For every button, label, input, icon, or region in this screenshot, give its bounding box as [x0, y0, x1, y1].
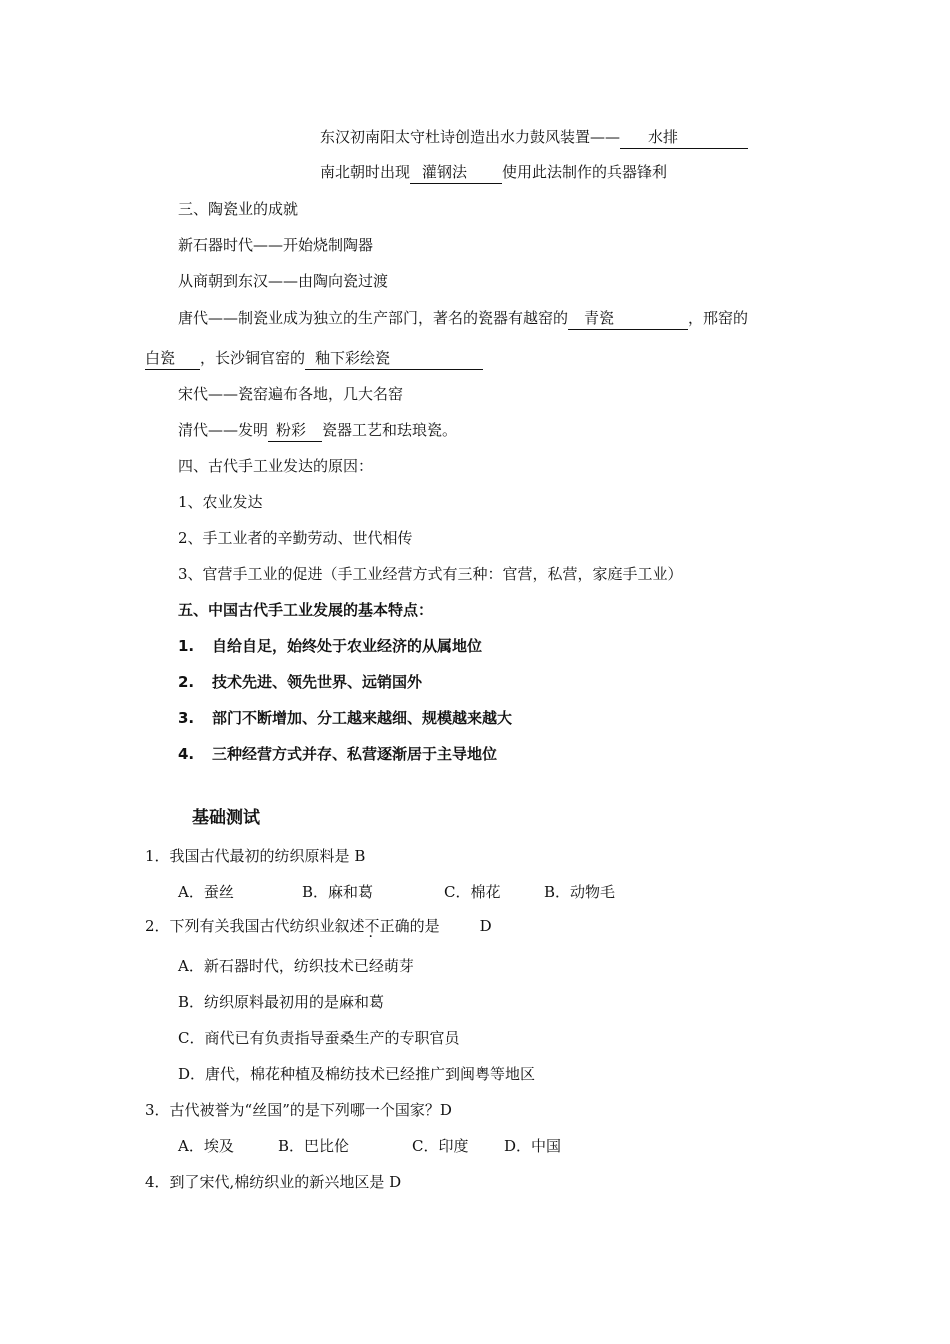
item-number: 4.	[178, 745, 195, 763]
section-heading-reasons: 四、古代手工业发达的原因：	[178, 457, 374, 475]
answer-blank: 釉下彩绘瓷	[305, 347, 483, 370]
text: ，长沙铜官窑的	[200, 349, 306, 367]
question-3: 3．古代被誉为“丝国”的是下列哪一个国家？D	[145, 1101, 452, 1119]
question-1-options	[178, 881, 615, 903]
text: 正确的是	[379, 917, 440, 935]
answer-blank: 水排	[620, 126, 748, 149]
question-4: 4．到了宋代,棉纺织业的新兴地区是 D	[145, 1173, 402, 1191]
question-3-options	[178, 1135, 561, 1157]
reason-item: 3、官营手工业的促进（手工业经营方式有三种：官营，私营，家庭手工业）	[178, 565, 683, 583]
reason-item: 1、农业发达	[178, 493, 263, 511]
item-text: 技术先进、领先世界、远销国外	[212, 673, 423, 691]
answer-blank: 白瓷	[145, 347, 200, 370]
reason-item: 2、手工业者的辛勤劳动、世代相传	[178, 529, 413, 547]
option: A．蚕丝	[178, 883, 234, 901]
text: 东汉初南阳太守杜诗创造出水力鼓风装置——	[320, 128, 621, 146]
item-text: 部门不断增加、分工越来越细、规模越来越大	[212, 709, 513, 727]
text: 清代——发明	[178, 421, 269, 439]
ceramics-item: 从商朝到东汉——由陶向瓷过渡	[178, 272, 389, 290]
feature-item	[178, 707, 512, 729]
feature-item	[178, 635, 482, 657]
question-2-option: A．新石器时代，纺织技术已经萌芽	[178, 957, 414, 975]
question-2	[145, 915, 492, 937]
answer-blank: 粉彩	[268, 419, 322, 442]
option: C．印度	[412, 1137, 469, 1155]
answer-blank: 青瓷	[568, 307, 688, 330]
item-text: 自给自足，始终处于农业经济的从属地位	[212, 637, 483, 655]
feature-item	[178, 671, 422, 693]
option: D．中国	[504, 1137, 562, 1155]
line-shuipai	[320, 126, 748, 149]
question-1: 1．我国古代最初的纺织原料是 B	[145, 847, 366, 865]
ceramics-item: 新石器时代——开始烧制陶器	[178, 236, 374, 254]
answer: D	[479, 917, 492, 935]
ceramics-item-qing	[178, 419, 457, 442]
option: B．动物毛	[544, 883, 616, 901]
text: 2．下列有关我国古代纺织业叙述	[145, 917, 365, 935]
quiz-title: 基础测试	[192, 808, 260, 828]
ceramics-item-tang-cont	[145, 347, 483, 370]
ceramics-item-tang	[178, 307, 748, 330]
question-2-option: C．商代已有负责指导蚕桑生产的专职官员	[178, 1029, 460, 1047]
option: B．巴比伦	[278, 1137, 350, 1155]
item-text: 三种经营方式并存、私营逐渐居于主导地位	[212, 745, 498, 763]
emphasis-text: 不	[364, 917, 380, 935]
item-number: 1.	[178, 637, 195, 655]
item-number: 3.	[178, 709, 195, 727]
text: ，邢窑的	[688, 309, 749, 327]
line-guangangfa	[320, 161, 667, 184]
option: B．麻和葛	[302, 883, 374, 901]
text: 瓷器工艺和珐琅瓷。	[322, 421, 458, 439]
ceramics-item: 宋代——瓷窑遍布各地，几大名窑	[178, 385, 404, 403]
answer-blank: 灌钢法	[410, 161, 502, 184]
item-number: 2.	[178, 673, 195, 691]
text: 唐代——制瓷业成为独立的生产部门，著名的瓷器有越窑的	[178, 309, 569, 327]
option: A．埃及	[178, 1137, 234, 1155]
question-2-option: B．纺织原料最初用的是麻和葛	[178, 993, 385, 1011]
text: 南北朝时出现	[320, 163, 411, 181]
feature-item	[178, 743, 497, 765]
section-heading-features: 五、中国古代手工业发展的基本特点：	[178, 601, 434, 619]
question-2-option: D．唐代，棉花种植及棉纺技术已经推广到闽粤等地区	[178, 1065, 536, 1083]
section-heading-ceramics: 三、陶瓷业的成就	[178, 200, 299, 218]
text: 使用此法制作的兵器锋利	[502, 163, 668, 181]
option: C．棉花	[444, 883, 501, 901]
